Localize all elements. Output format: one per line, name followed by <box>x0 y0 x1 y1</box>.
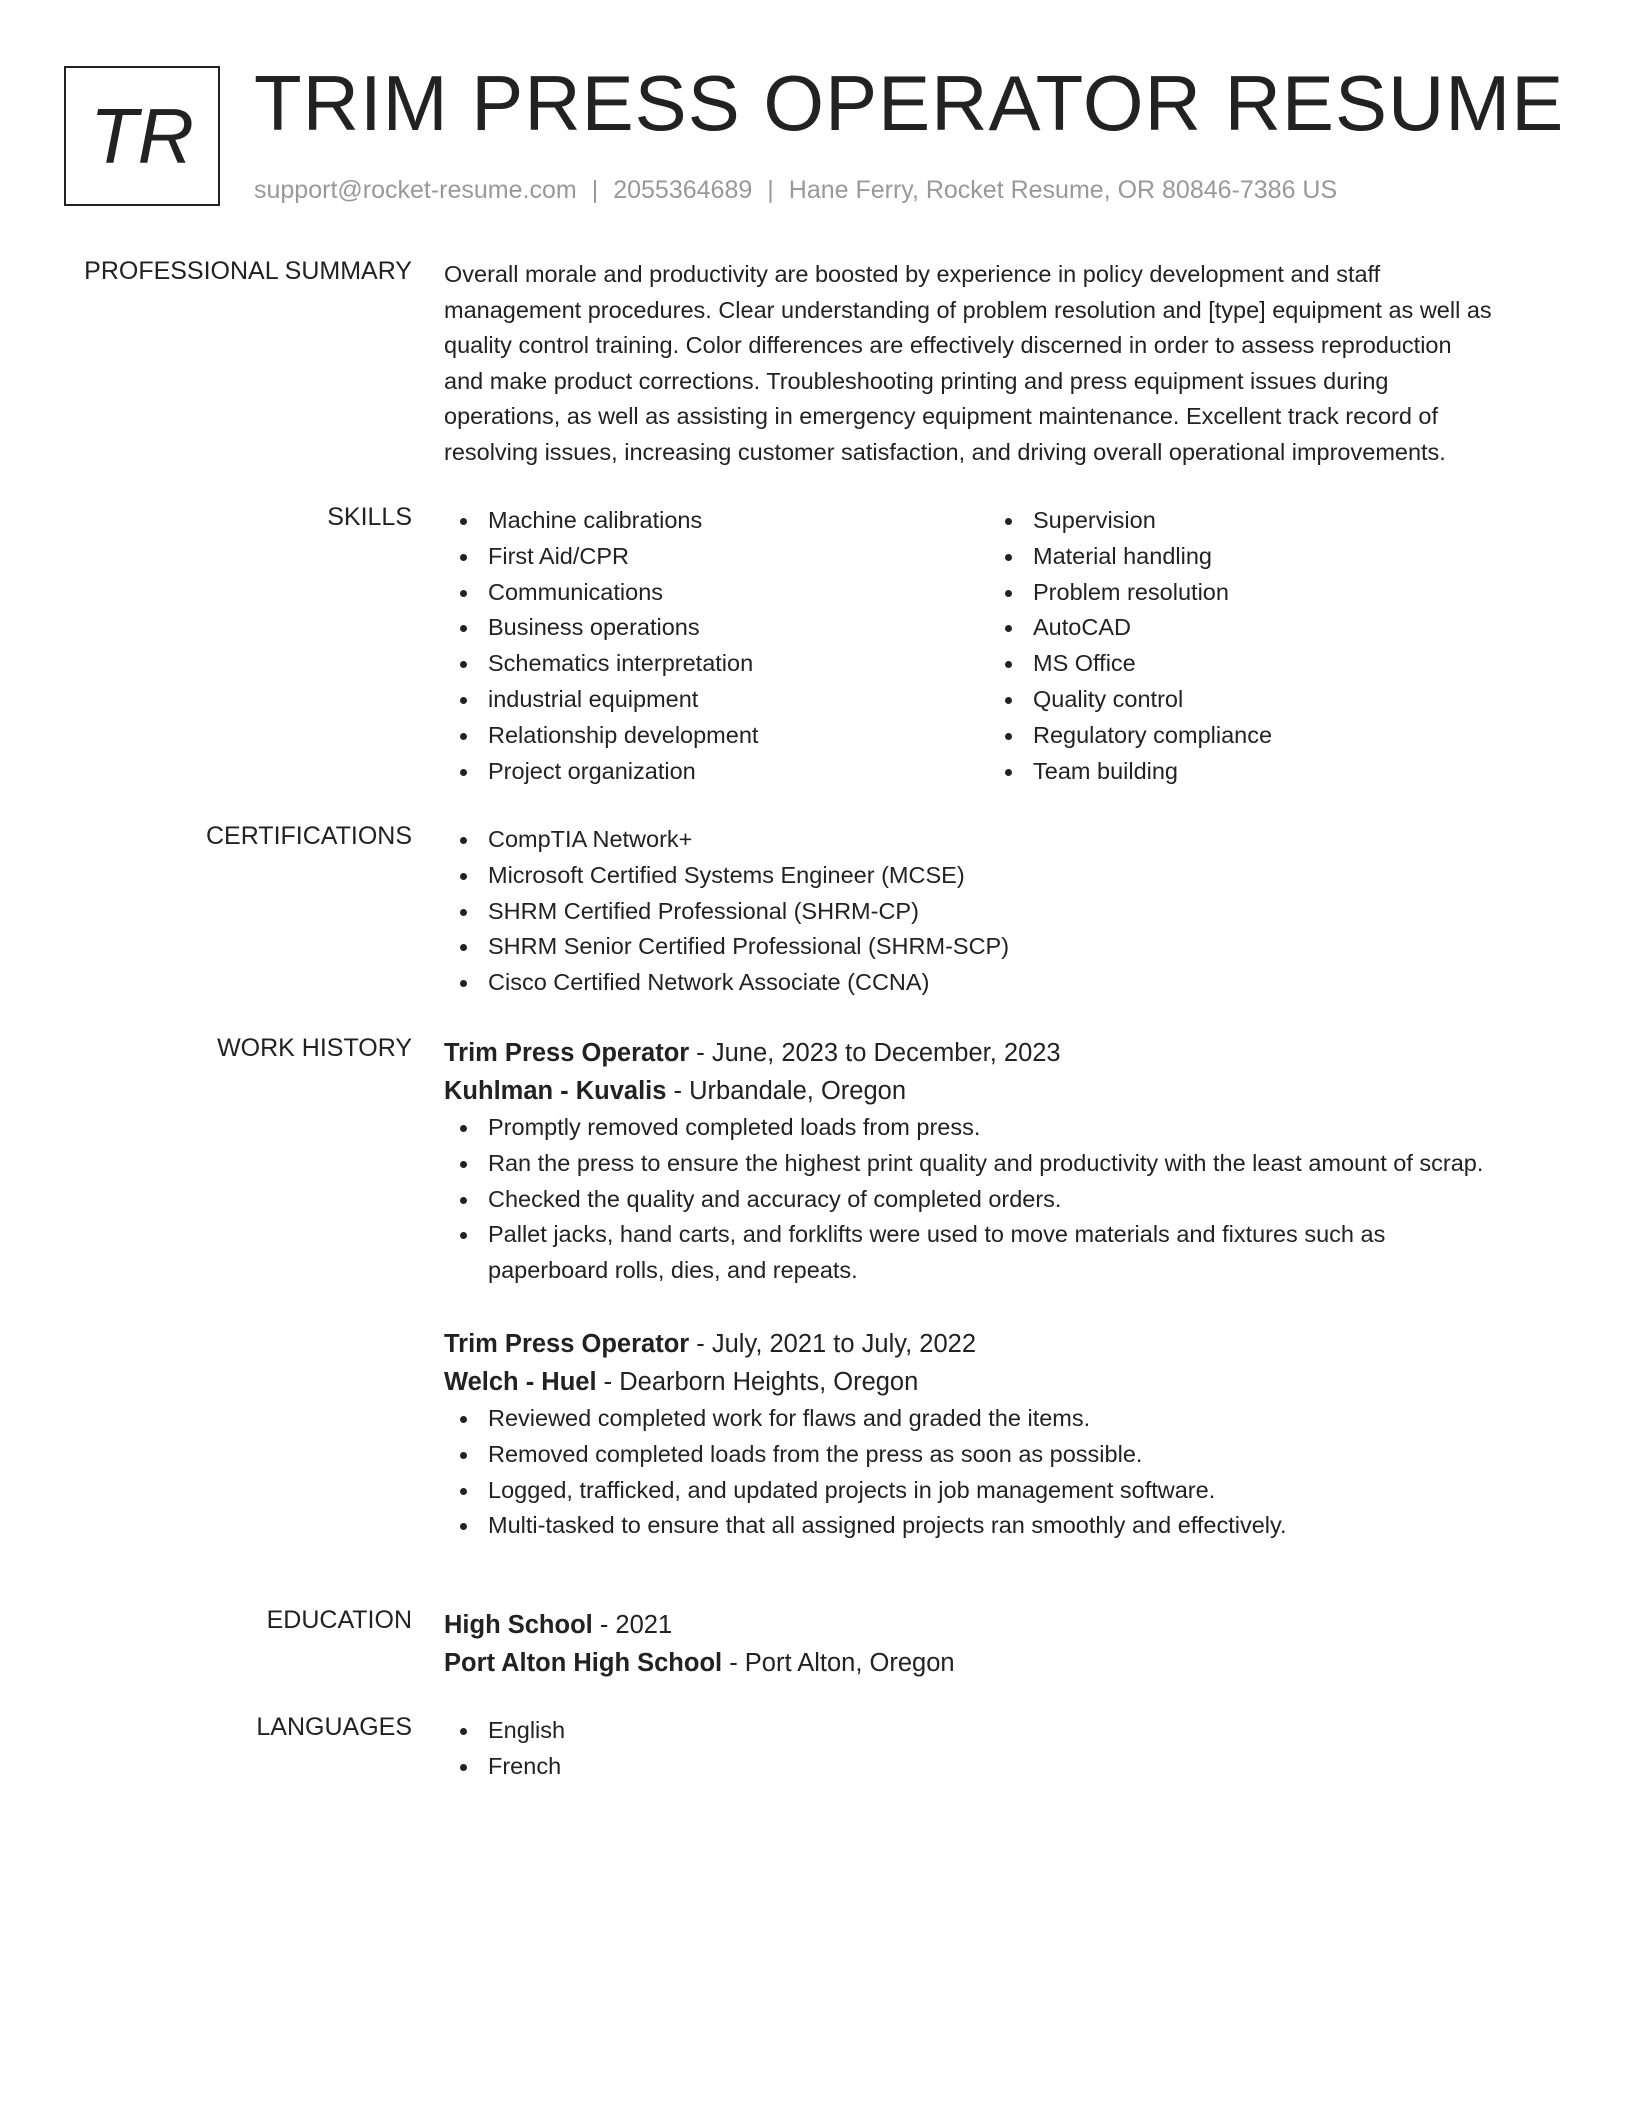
certification-item: SHRM Certified Professional (SHRM-CP) <box>444 894 1564 930</box>
language-item: English <box>444 1713 1564 1749</box>
job-bullet: Reviewed completed work for flaws and graded the items. <box>444 1401 1564 1437</box>
education-location: - Port Alton, Oregon <box>722 1649 955 1677</box>
job-bullet: Removed completed loads from the press as soon as possible. <box>444 1437 1564 1473</box>
education-degree-line <box>444 1606 1564 1644</box>
education-school-line <box>444 1644 1564 1682</box>
job-entry <box>444 1034 1564 1289</box>
job-dates: - July, 2021 to July, 2022 <box>689 1329 977 1358</box>
summary-text <box>444 257 1564 471</box>
certifications-list <box>444 822 1564 1001</box>
job-dates: - June, 2023 to December, 2023 <box>689 1039 1061 1067</box>
job-entry <box>444 1325 1564 1544</box>
job-bullet: Ran the press to ensure the highest print quality and productivity with the least amount of scrap. <box>444 1146 1564 1182</box>
job-company: Kuhlman - Kuvalis <box>444 1077 667 1105</box>
skill-item: First Aid/CPR <box>444 539 989 575</box>
job-title-line <box>444 1034 1564 1072</box>
skill-item: Business operations <box>444 610 989 646</box>
job-bullets <box>444 1110 1564 1289</box>
language-item: French <box>444 1749 1564 1785</box>
summary-line: management procedures. Clear understanding of problem resolution and [type] equipment as well as <box>444 296 1492 323</box>
job-bullet: Checked the quality and accuracy of completed orders. <box>444 1182 1564 1218</box>
contact-line <box>254 176 1337 205</box>
certification-item: Microsoft Certified Systems Engineer (MCSE) <box>444 858 1564 894</box>
skills-list-right <box>989 503 1534 789</box>
skill-item: Relationship development <box>444 718 989 754</box>
summary-line: quality control training. Color differences are effectively discerned in order to assess reproduction <box>444 332 1452 359</box>
skill-item: Regulatory compliance <box>989 718 1534 754</box>
skill-item: MS Office <box>989 646 1534 682</box>
job-title: Trim Press Operator <box>444 1329 690 1358</box>
job-company-line <box>444 1072 1564 1110</box>
job-company-line <box>444 1363 1564 1401</box>
job-title-line <box>444 1325 1564 1363</box>
certification-item: SHRM Senior Certified Professional (SHRM-SCP) <box>444 929 1564 965</box>
job-location: - Urbandale, Oregon <box>666 1077 907 1105</box>
skills-columns <box>444 503 1564 789</box>
education-degree: High School <box>444 1611 593 1639</box>
contact-separator: | <box>591 176 599 204</box>
skill-item: Project organization <box>444 754 989 790</box>
job-company: Welch - Huel <box>444 1367 597 1396</box>
work-history-label: WORK HISTORY <box>217 1034 412 1062</box>
work-history-body <box>444 1034 1564 1544</box>
languages-label: LANGUAGES <box>256 1713 412 1741</box>
resume-title: TRIM PRESS OPERATOR RESUME <box>254 59 1565 147</box>
languages-list <box>444 1713 1564 1785</box>
skill-item: Material handling <box>989 539 1534 575</box>
skill-item: Supervision <box>989 503 1534 539</box>
job-bullet: Multi-tasked to ensure that all assigned projects ran smoothly and effectively. <box>444 1508 1564 1544</box>
certifications-label: CERTIFICATIONS <box>205 822 412 850</box>
skill-item: Schematics interpretation <box>444 646 989 682</box>
job-bullet: Pallet jacks, hand carts, and forklifts were used to move materials and fixtures such as paperboard rolls, dies, and repeats. <box>444 1217 1564 1289</box>
languages-body <box>444 1713 1564 1785</box>
summary-line: resolving issues, increasing customer satisfaction, and driving overall operational improvements. <box>444 438 1446 465</box>
skill-item: Team building <box>989 754 1534 790</box>
skill-item: Machine calibrations <box>444 503 989 539</box>
contact-email: support@rocket-resume.com <box>254 176 577 204</box>
education-year: - 2021 <box>592 1611 673 1639</box>
job-bullet: Logged, trafficked, and updated projects in job management software. <box>444 1473 1564 1509</box>
job-bullet: Promptly removed completed loads from press. <box>444 1110 1564 1146</box>
skill-item: Communications <box>444 575 989 611</box>
summary-line: and make product corrections. Troubleshooting printing and press equipment issues during <box>444 367 1389 394</box>
education-school: Port Alton High School <box>444 1649 723 1677</box>
certifications-body <box>444 822 1564 1001</box>
skill-item: Problem resolution <box>989 575 1534 611</box>
job-bullets <box>444 1401 1564 1544</box>
certification-item: Cisco Certified Network Associate (CCNA) <box>444 965 1564 1001</box>
skill-item: Quality control <box>989 682 1534 718</box>
skills-label: SKILLS <box>327 503 412 531</box>
skills-list-left <box>444 503 989 789</box>
education-label: EDUCATION <box>266 1606 412 1634</box>
contact-separator: | <box>767 176 774 204</box>
skill-item: AutoCAD <box>989 610 1534 646</box>
summary-line: Overall morale and productivity are boosted by experience in policy development and staff <box>444 261 1381 287</box>
skill-item: industrial equipment <box>444 682 989 718</box>
summary-label: PROFESSIONAL SUMMARY <box>84 257 412 285</box>
contact-phone: 2055364689 <box>613 176 753 204</box>
job-location: - Dearborn Heights, Oregon <box>596 1367 919 1396</box>
certification-item: CompTIA Network+ <box>444 822 1564 858</box>
monogram-box: TR <box>64 66 220 206</box>
summary-line: operations, as well as assisting in emergency equipment maintenance. Excellent track record of <box>444 403 1439 430</box>
education-body <box>444 1606 1564 1682</box>
job-title: Trim Press Operator <box>444 1039 690 1067</box>
contact-address: Hane Ferry, Rocket Resume, OR 80846-7386 US <box>788 176 1338 204</box>
